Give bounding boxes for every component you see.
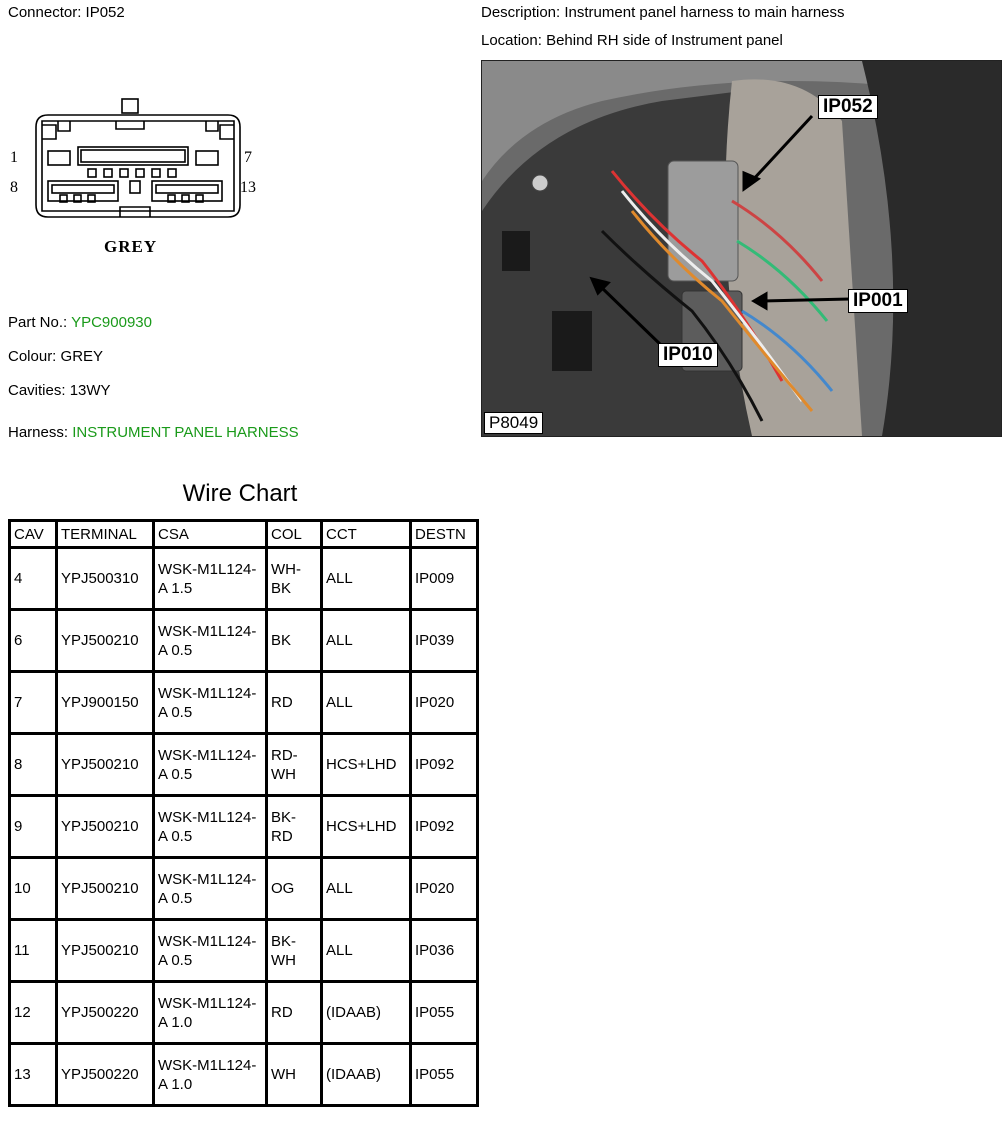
cell-cav: 4 bbox=[10, 548, 57, 610]
part-number-link[interactable]: YPC900930 bbox=[71, 314, 152, 331]
cell-cav: 13 bbox=[10, 1044, 57, 1106]
table-row bbox=[10, 920, 478, 982]
colour-line bbox=[8, 348, 103, 365]
cell-col: WH bbox=[267, 1044, 322, 1106]
cell-terminal: YPJ900150 bbox=[57, 672, 154, 734]
connector-value: IP052 bbox=[85, 4, 125, 21]
pin-label-8: 8 bbox=[10, 179, 18, 196]
connector-face-diagram bbox=[8, 95, 270, 265]
harness-line bbox=[8, 424, 299, 441]
cavities-label: Cavities: bbox=[8, 382, 66, 399]
cell-csa: WSK-M1L124-A 0.5 bbox=[154, 796, 267, 858]
cell-cav: 6 bbox=[10, 610, 57, 672]
cell-col: BK-WH bbox=[267, 920, 322, 982]
cell-destn: IP020 bbox=[411, 672, 478, 734]
cell-csa: WSK-M1L124-A 0.5 bbox=[154, 672, 267, 734]
description-label: Description: bbox=[481, 4, 561, 21]
cell-col: BK-RD bbox=[267, 796, 322, 858]
cell-terminal: YPJ500220 bbox=[57, 982, 154, 1044]
location-label: Location: bbox=[481, 32, 542, 49]
cell-cav: 7 bbox=[10, 672, 57, 734]
header-cct: CCT bbox=[322, 521, 411, 548]
cell-cct: ALL bbox=[322, 920, 411, 982]
cell-destn: IP092 bbox=[411, 796, 478, 858]
table-row bbox=[10, 982, 478, 1044]
location-photo bbox=[481, 60, 1002, 437]
cell-csa: WSK-M1L124-A 0.5 bbox=[154, 610, 267, 672]
part-number-line bbox=[8, 314, 152, 331]
cell-destn: IP009 bbox=[411, 548, 478, 610]
cell-cct: (IDAAB) bbox=[322, 1044, 411, 1106]
cell-destn: IP055 bbox=[411, 1044, 478, 1106]
cell-destn: IP039 bbox=[411, 610, 478, 672]
cell-destn: IP055 bbox=[411, 982, 478, 1044]
cell-cct: ALL bbox=[322, 610, 411, 672]
photo-id: P8049 bbox=[484, 412, 543, 434]
harness-label: Harness: bbox=[8, 424, 69, 441]
cell-terminal: YPJ500210 bbox=[57, 734, 154, 796]
header-terminal: TERMINAL bbox=[57, 521, 154, 548]
cell-cct: ALL bbox=[322, 672, 411, 734]
description-line bbox=[481, 4, 845, 21]
location-value: Behind RH side of Instrument panel bbox=[546, 32, 783, 49]
cell-csa: WSK-M1L124-A 0.5 bbox=[154, 920, 267, 982]
cell-terminal: YPJ500220 bbox=[57, 1044, 154, 1106]
cell-cct: HCS+LHD bbox=[322, 796, 411, 858]
part-number-label: Part No.: bbox=[8, 314, 68, 331]
cell-csa: WSK-M1L124-A 1.0 bbox=[154, 1044, 267, 1106]
header-col: COL bbox=[267, 521, 322, 548]
cell-csa: WSK-M1L124-A 0.5 bbox=[154, 858, 267, 920]
cell-terminal: YPJ500210 bbox=[57, 858, 154, 920]
cell-cct: ALL bbox=[322, 858, 411, 920]
cell-col: OG bbox=[267, 858, 322, 920]
connector-line bbox=[8, 4, 125, 21]
pin-label-13: 13 bbox=[240, 179, 256, 196]
cell-terminal: YPJ500210 bbox=[57, 610, 154, 672]
cell-col: RD-WH bbox=[267, 734, 322, 796]
table-row bbox=[10, 1044, 478, 1106]
cell-destn: IP020 bbox=[411, 858, 478, 920]
cell-cav: 9 bbox=[10, 796, 57, 858]
cell-csa: WSK-M1L124-A 0.5 bbox=[154, 734, 267, 796]
cell-csa: WSK-M1L124-A 1.5 bbox=[154, 548, 267, 610]
table-row bbox=[10, 672, 478, 734]
header-cav: CAV bbox=[10, 521, 57, 548]
header-csa: CSA bbox=[154, 521, 267, 548]
cavities-value: 13WY bbox=[69, 382, 111, 399]
table-row bbox=[10, 610, 478, 672]
cell-terminal: YPJ500310 bbox=[57, 548, 154, 610]
cell-cav: 10 bbox=[10, 858, 57, 920]
header-destn: DESTN bbox=[411, 521, 478, 548]
table-row bbox=[10, 796, 478, 858]
cell-cct: ALL bbox=[322, 548, 411, 610]
colour-value: GREY bbox=[60, 348, 104, 365]
cell-cav: 8 bbox=[10, 734, 57, 796]
callout-ip052: IP052 bbox=[818, 95, 878, 119]
diagram-colour-label: GREY bbox=[104, 237, 158, 256]
cell-destn: IP036 bbox=[411, 920, 478, 982]
cell-col: WH-BK bbox=[267, 548, 322, 610]
cell-col: RD bbox=[267, 672, 322, 734]
location-line bbox=[481, 32, 783, 49]
cell-csa: WSK-M1L124-A 1.0 bbox=[154, 982, 267, 1044]
cell-terminal: YPJ500210 bbox=[57, 796, 154, 858]
harness-link[interactable]: INSTRUMENT PANEL HARNESS bbox=[72, 424, 299, 441]
callout-ip001: IP001 bbox=[848, 289, 908, 313]
cell-col: BK bbox=[267, 610, 322, 672]
cell-terminal: YPJ500210 bbox=[57, 920, 154, 982]
cell-cct: HCS+LHD bbox=[322, 734, 411, 796]
table-row bbox=[10, 548, 478, 610]
cell-cav: 12 bbox=[10, 982, 57, 1044]
cell-cct: (IDAAB) bbox=[322, 982, 411, 1044]
description-value: Instrument panel harness to main harness bbox=[564, 4, 845, 21]
table-row bbox=[10, 858, 478, 920]
wire-chart-title: Wire Chart bbox=[182, 480, 298, 507]
cell-cav: 11 bbox=[10, 920, 57, 982]
photo-scene bbox=[482, 61, 1001, 436]
pin-label-1: 1 bbox=[10, 149, 18, 166]
connector-label: Connector: bbox=[8, 4, 82, 21]
table-header-row bbox=[10, 521, 478, 548]
callout-ip010: IP010 bbox=[658, 343, 718, 367]
cavities-line bbox=[8, 382, 111, 399]
wire-chart-table bbox=[8, 519, 479, 1107]
cell-destn: IP092 bbox=[411, 734, 478, 796]
pin-label-7: 7 bbox=[244, 149, 252, 166]
colour-label: Colour: bbox=[8, 348, 57, 365]
cell-col: RD bbox=[267, 982, 322, 1044]
table-row bbox=[10, 734, 478, 796]
